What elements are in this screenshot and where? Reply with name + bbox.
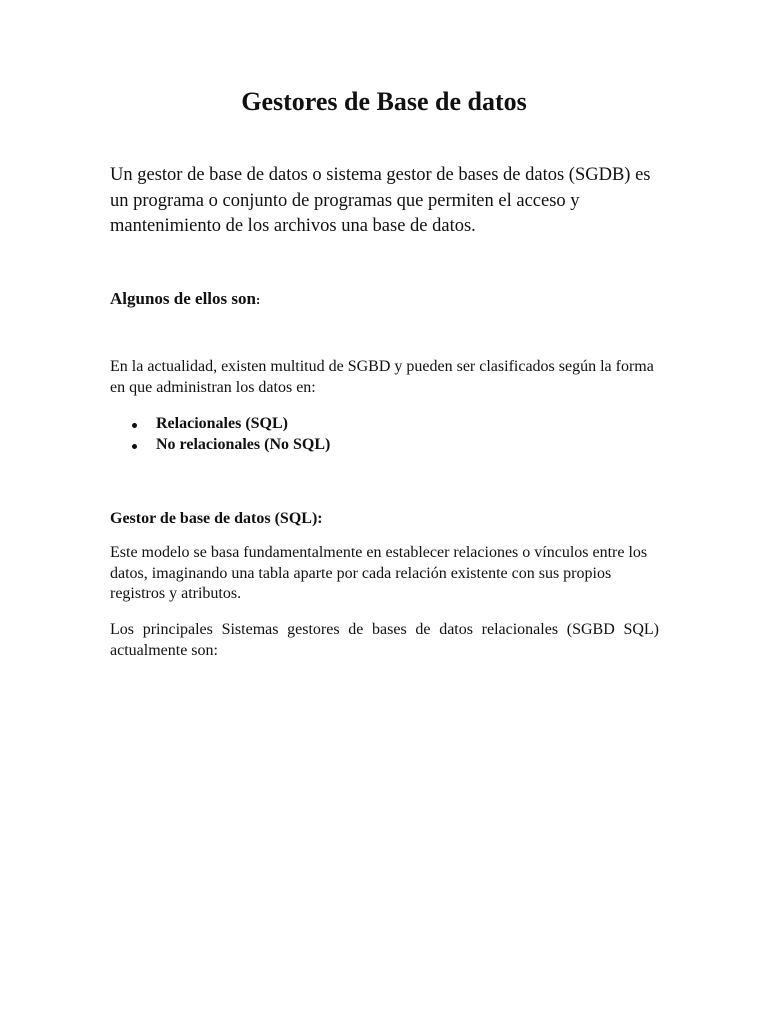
document-title: Gestores de Base de datos — [241, 87, 527, 116]
list-item-label: No relacionales (No SQL) — [156, 435, 331, 453]
list-item-label: Relacionales (SQL) — [156, 415, 288, 432]
section-heading-algunos-colon: : — [255, 292, 261, 307]
section-heading-algunos-text: Algunos de ellos son — [110, 289, 256, 308]
model-paragraph: Este modelo se basa fundamentalmente en establecer relaciones o vínculos entre los datos, imaginando una tabla aparte por cada relación existente con sus propios registros y atributos. — [110, 544, 648, 602]
list-item — [110, 435, 330, 456]
section-heading-algunos — [110, 288, 260, 311]
intro-paragraph: Un gestor de base de datos o sistema gestor de bases de datos (SGDB) es un programa o conjunto de programas que permiten el acceso y mantenimiento de los archivos una base de datos. — [110, 165, 651, 236]
section-heading-sql: Gestor de base de datos (SQL): — [110, 510, 323, 527]
bullet-icon — [132, 423, 137, 428]
database-types-list — [110, 414, 330, 455]
classification-paragraph: En la actualidad, existen multitud de SGBD y pueden ser clasificados según la forma en que administran los datos en: — [110, 358, 654, 396]
principal-systems-paragraph: Los principales Sistemas gestores de bases de datos relacionales (SGBD SQL) actualmente son: — [110, 621, 659, 659]
bullet-icon — [132, 444, 137, 449]
list-item — [110, 414, 330, 435]
